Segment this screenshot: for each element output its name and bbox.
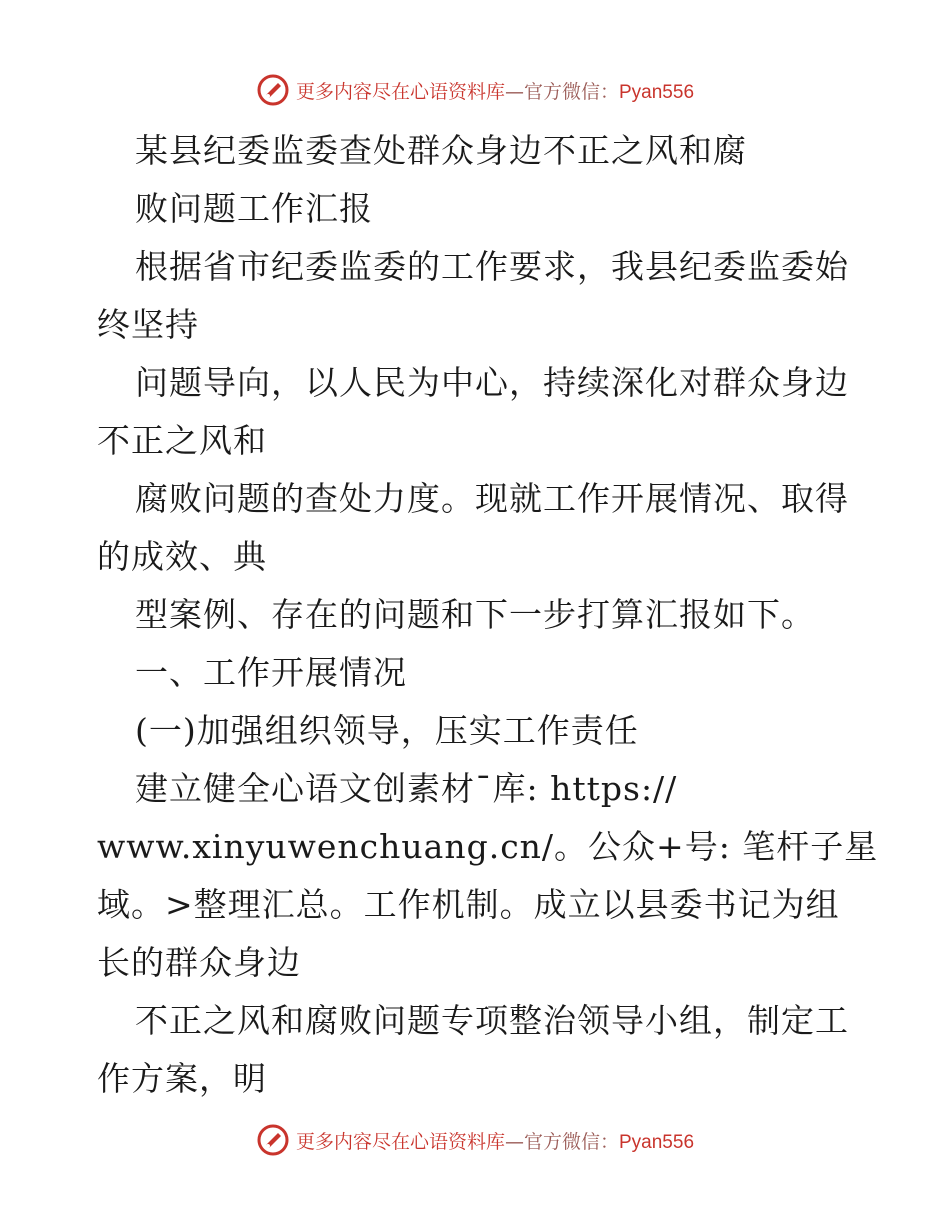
watermark-id: Pyan556 (619, 1131, 695, 1153)
watermark-id: Pyan556 (619, 81, 695, 103)
doc-line: 问题导向，以人民为中心，持续深化对群众身边 (135, 363, 849, 402)
doc-line: 型案例、存在的问题和下一步打算汇报如下。 (135, 595, 815, 634)
watermark-main: 更多内容尽在心语资料库 (295, 80, 505, 103)
doc-line: 根据省市纪委监委的工作要求，我县纪委监委始 (135, 247, 849, 286)
doc-line: 建立健全心语文创素材¯库: https:// (135, 769, 678, 808)
document-body (97, 122, 879, 1108)
doc-line: 一、工作开展情况 (135, 653, 407, 692)
doc-line: 域。>整理汇总。工作机制。成立以县委书记为组 (97, 885, 840, 924)
watermark-separator: — (504, 1130, 524, 1153)
brand-logo-icon (256, 73, 290, 107)
watermark-text (296, 1127, 694, 1154)
doc-line: 腐败问题的查处力度。现就工作开展情况、取得 (135, 479, 849, 518)
watermark-label: 官方微信： (523, 1130, 619, 1153)
watermark-separator: — (504, 80, 524, 103)
doc-line: 长的群众身边 (97, 943, 301, 982)
brand-logo-icon (256, 1123, 290, 1157)
doc-line: 某县纪委监委查处群众身边不正之风和腐 (135, 131, 747, 170)
doc-line: 的成效、典 (97, 537, 267, 576)
watermark-label: 官方微信： (523, 80, 619, 103)
doc-line: 不正之风和腐败问题专项整治领导小组，制定工 (135, 1001, 849, 1040)
doc-line: 不正之风和 (97, 421, 267, 460)
header-watermark (0, 70, 950, 110)
doc-line: 作方案，明 (97, 1059, 267, 1098)
doc-line: 终坚持 (97, 305, 199, 344)
footer-watermark (0, 1120, 950, 1160)
doc-line: 败问题工作汇报 (135, 189, 373, 228)
doc-line: (一)加强组织领导，压实工作责任 (135, 711, 639, 750)
watermark-main: 更多内容尽在心语资料库 (295, 1130, 505, 1153)
watermark-text (296, 77, 694, 104)
doc-line: www.xinyuwenchuang.cn/。公众+号: 笔杆子星 (97, 827, 879, 866)
